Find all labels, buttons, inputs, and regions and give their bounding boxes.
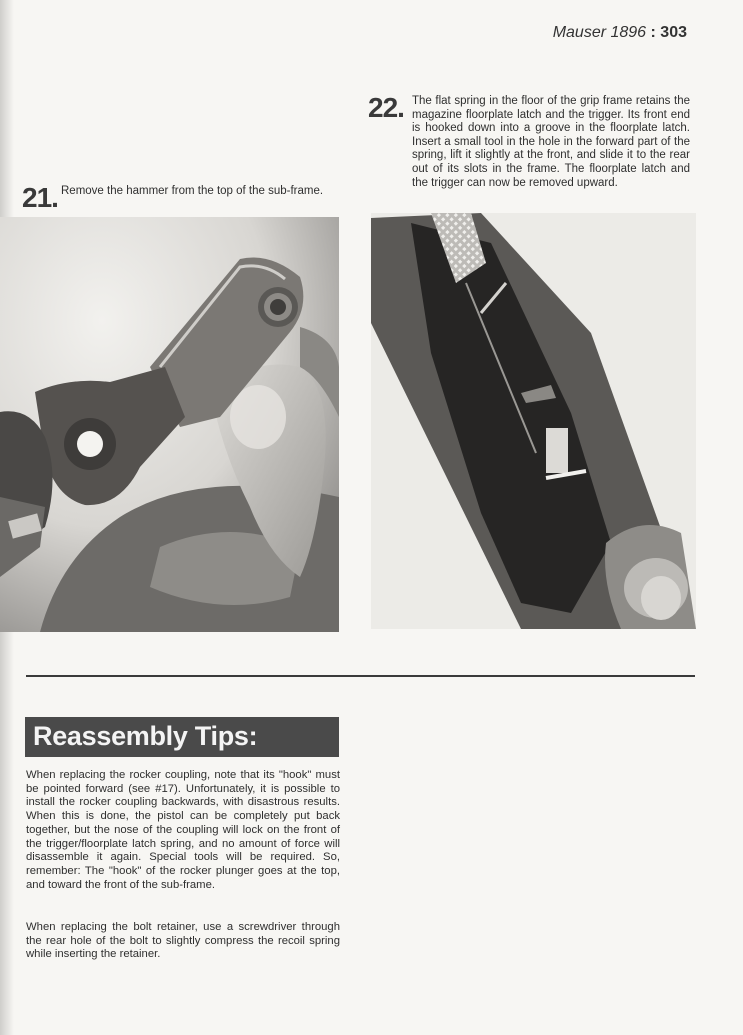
book-title: Mauser 1896 [552,24,647,41]
reassembly-tips-heading: Reassembly Tips: [33,721,258,751]
hammer-photo-illustration [0,217,339,632]
reassembly-tips-heading-banner [25,717,339,757]
section-divider [26,675,695,677]
photo-grip-frame-spring [371,213,696,629]
step-text: The flat spring in the floor of the grip frame retains the magazine floorplate latch and the trigger. Its front end is hooked down into a groove in the floorplate latch. Insert a small tool in the hole in the forward part of the spring, lift it slightly at the front, and slide it to the rear out of its slots in the frame. The floorplate latch and the trigger can now be removed upward. [412,95,690,189]
tip-paragraph-bolt-retainer: When replacing the bolt retainer, use a screwdriver through the rear hole of the bolt to slightly compress the recoil spring while inserting the retainer. [26,921,340,961]
running-header [553,24,687,42]
page-number: 303 [660,24,687,41]
step-number: 22. [368,92,404,123]
step-number: 21. [22,182,58,213]
header-separator: : [646,24,661,41]
tip-paragraph-rocker-coupling: When replacing the rocker coupling, note that its "hook" must be pointed forward (see #17). Unfortunately, it is possible to install the rocker coupling backwards, with disastrous results. When this is done, the pistol can be completely put back together, but the nose of the coupling will lock on the front of the trigger/floorplate latch spring, and no amount of force will disassemble it again. Special tools will be required. So, remember: The "hook" of the rocker plunger goes at the top, and toward the front of the sub-frame. [26,769,340,891]
photo-hammer-removal [0,217,339,632]
grip-frame-photo-illustration [371,213,696,629]
step-text: Remove the hammer from the top of the sub-frame. [61,185,324,197]
